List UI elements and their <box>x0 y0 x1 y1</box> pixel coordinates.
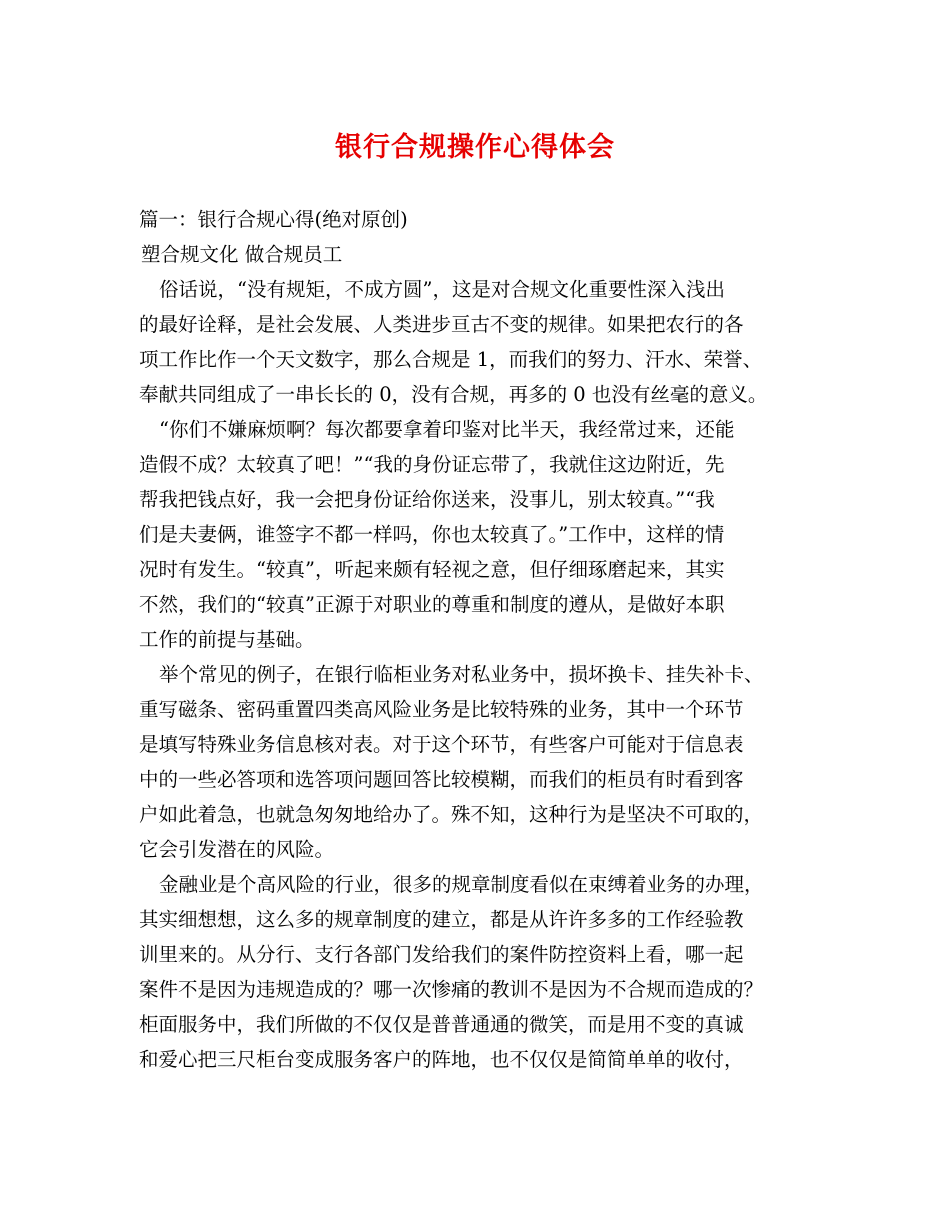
paragraph-line: 它会引发潜在的风险。 <box>139 838 335 861</box>
subheading: 塑合规文化 做合规员工 <box>141 243 343 266</box>
document-title: 银行合规操作心得体会 <box>335 132 615 163</box>
document-body <box>139 202 829 1077</box>
paragraph-line: 帮我把钱点好，我一会把身份证给你送来，没事儿，别太较真。”“我 <box>139 488 715 511</box>
paragraph-line: 重写磁条、密码重置四类高风险业务是比较特殊的业务，其中一个环节 <box>139 698 744 721</box>
paragraph-line: 造假不成？太较真了吧！”“我的身份证忘带了，我就住这边附近，先 <box>139 453 725 476</box>
paragraph-line: 案件不是因为违规造成的？哪一次惨痛的教训不是因为不合规而造成的？ <box>139 978 764 1001</box>
paragraph-line: 不然，我们的“较真”正源于对职业的尊重和制度的遵从，是做好本职 <box>139 593 725 616</box>
paragraph-line: 们是夫妻俩，谁签字不都一样吗，你也太较真了。”工作中，这样的情 <box>139 523 725 546</box>
paragraph-line: 项工作比作一个天文数字，那么合规是 1，而我们的努力、汗水、荣誉、 <box>139 348 763 371</box>
paragraph-line: 奉献共同组成了一串长长的 0，没有合规，再多的 0 也没有丝毫的意义。 <box>139 383 768 406</box>
paragraph-line: 其实细想想，这么多的规章制度的建立，都是从许许多多的工作经验教 <box>139 908 744 931</box>
section-heading: 篇一：银行合规心得(绝对原创) <box>139 208 408 231</box>
paragraph-line: 的最好诠释，是社会发展、人类进步亘古不变的规律。如果把农行的各 <box>139 313 744 336</box>
paragraph-line: “你们不嫌麻烦啊？每次都要拿着印鉴对比半天，我经常过来，还能 <box>159 418 735 441</box>
paragraph-line: 柜面服务中，我们所做的不仅仅是普普通通的微笑，而是用不变的真诚 <box>139 1013 744 1036</box>
paragraph-line: 是填写特殊业务信息核对表。对于这个环节，有些客户可能对于信息表 <box>139 733 744 756</box>
paragraph-line: 工作的前提与基础。 <box>139 628 315 651</box>
paragraph-line: 户如此着急，也就急匆匆地给办了。殊不知，这种行为是坚决不可取的， <box>139 803 764 826</box>
paragraph-line: 俗话说，“没有规矩，不成方圆”，这是对合规文化重要性深入浅出 <box>159 278 725 301</box>
paragraph-line: 况时有发生。“较真”，听起来颇有轻视之意，但仔细琢磨起来，其实 <box>139 558 725 581</box>
paragraph-line: 举个常见的例子，在银行临柜业务对私业务中，损坏换卡、挂失补卡、 <box>159 663 764 686</box>
paragraph-line: 和爱心把三尺柜台变成服务客户的阵地，也不仅仅是简简单单的收付， <box>139 1048 744 1071</box>
paragraph-line: 中的一些必答项和选答项问题回答比较模糊，而我们的柜员有时看到客 <box>139 768 744 791</box>
paragraph-line: 训里来的。从分行、支行各部门发给我们的案件防控资料上看，哪一起 <box>139 943 744 966</box>
paragraph-line: 金融业是个高风险的行业，很多的规章制度看似在束缚着业务的办理， <box>159 873 764 896</box>
